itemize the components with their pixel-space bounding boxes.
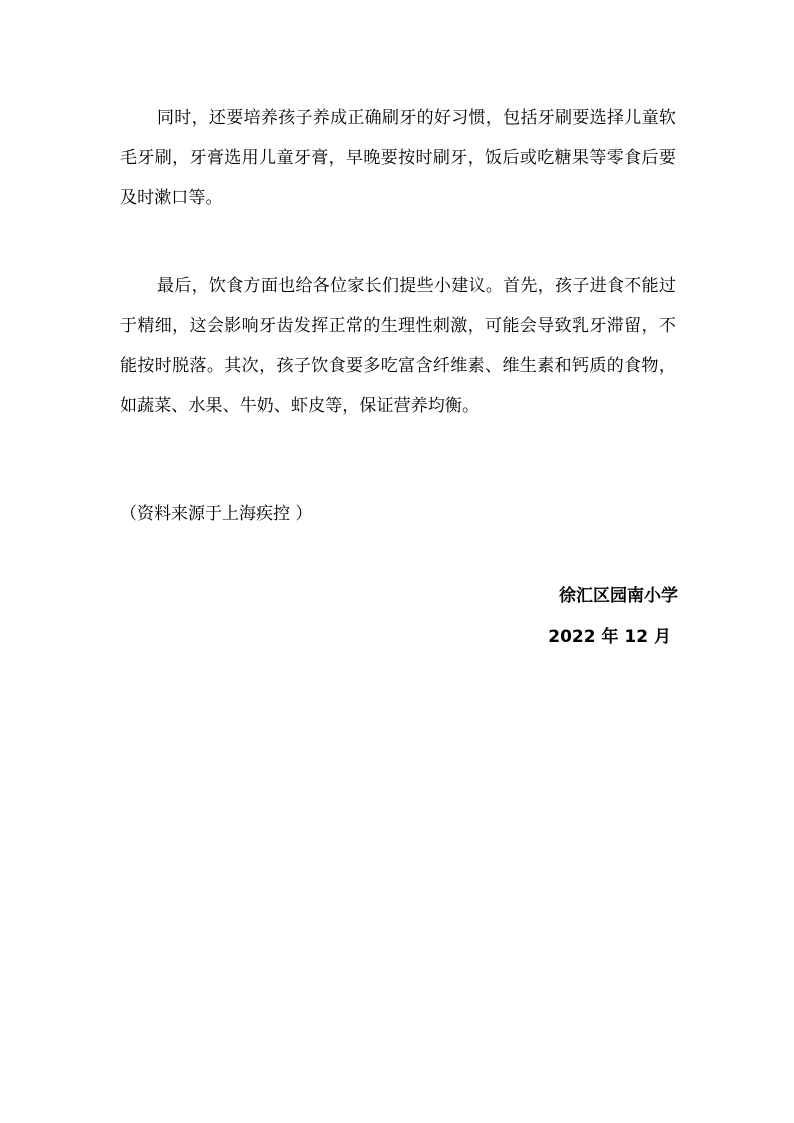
signature-school: 徐汇区园南小学: [559, 586, 678, 606]
signature-date: 2022 年 12 月: [548, 627, 671, 647]
paragraph-diet-advice: 最后，饮食方面也给各位家长们提些小建议。首先，孩子进食不能过于精细，这会影响牙齿发挥正常的生理性刺激，可能会导致乳牙滞留，不能按时脱落。其次，孩子饮食要多吃富含纤维素、维生素和钙质的食物，如蔬菜、水果、牛奶、虾皮等，保证营养均衡。: [120, 276, 676, 416]
paragraph-toothbrushing-habits: 同时，还要培养孩子养成正确刷牙的好习惯，包括牙刷要选择儿童软毛牙刷，牙膏选用儿童牙膏，早晚要按时刷牙，饭后或吃糖果等零食后要及时漱口等。: [120, 108, 676, 208]
source-note: （资料来源于上海疾控 ）: [120, 504, 313, 524]
